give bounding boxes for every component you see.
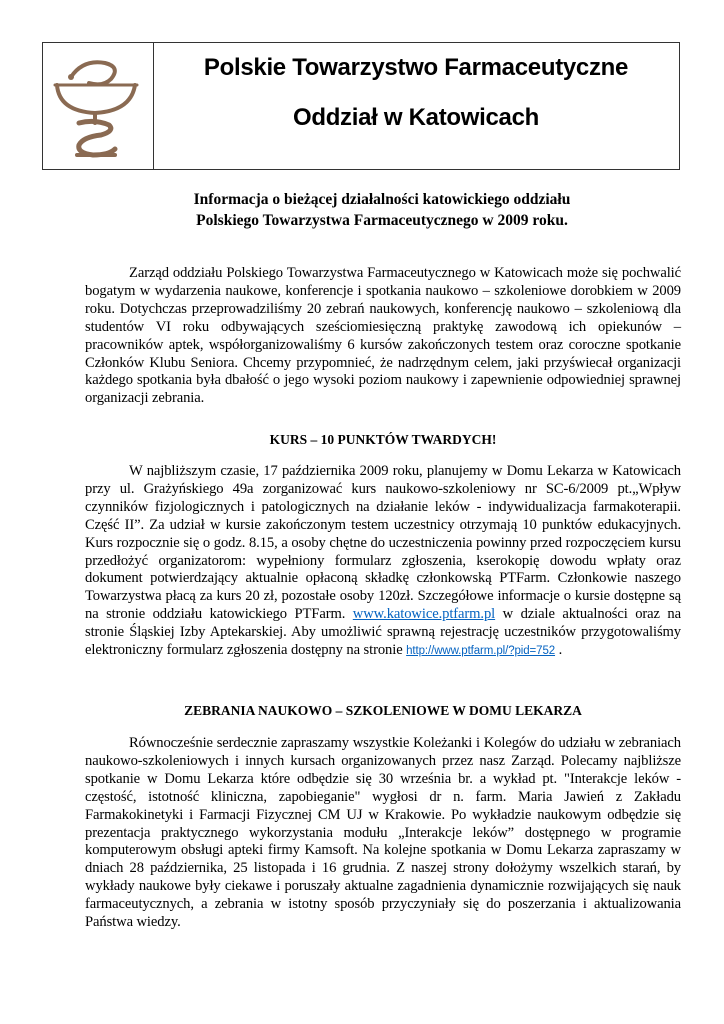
- kurs-heading: KURS – 10 PUNKTÓW TWARDYCH!: [269, 432, 497, 447]
- document-title: [90, 189, 674, 231]
- kurs-text-end: .: [555, 642, 563, 659]
- registration-form-link[interactable]: http://www.ptfarm.pl/?pid=752: [406, 645, 556, 658]
- branch-name: Oddział w Katowicach: [292, 104, 540, 131]
- logo-cell: [43, 43, 154, 169]
- bowl-of-hygieia-icon: [49, 49, 147, 163]
- intro-text: Zarząd oddziału Polskiego Towarzystwa Farmaceutycznego w Katowicach może się pochwalić bogatym w wydarzenia naukowe, konferencje i spotkania naukowo – szkoleniowe dorobkiem w 2009 roku. Dotychczas przeprowadziliśmy 20 zebrań naukowych, konferencję naukowo – szkoleniową dla studentów VI roku odbywających sześciomiesięczną praktykę zawodową ich opiekunów – pracowników aptek, współorganizowaliśmy 6 kursów zakończonych testem oraz coroczne spotkanie Członków Klubu Seniora. Chcemy przypomnieć, że nadrzędnym celem, jaki przyświecał organizacji każdego spotkania była dbałość o jego wysoki poziom naukowy i zapewnienie odpowiedniej sprawnej organizacji zebrania.: [85, 265, 681, 407]
- zebrania-text: Równocześnie serdecznie zapraszamy wszystkie Koleżanki i Kolegów do udziału w zebraniach naukowo-szkoleniowych i innych kursach organizowanych przez nasz Zarząd. Polecamy najbliższe spotkanie w Domu Lekarza które odbędzie się 30 września br. a wykład pt. "Interakcje leków - częstość, istotność kliniczna, zapobieganie" wygłosi dr n. farm. Maria Jawień z Zakładu Farmakokinetyki i Farmacji Fizycznej CM UJ w Krakowie. Po wykładzie naukowym odbędzie się prezentacja praktycznego wykorzystania modułu „Interakcje leków” dostępnego w programie komputerowym obsługi apteki firmy Kamsoft. Na kolejne spotkania w Domu Lekarza zapraszamy w dniach 28 października, 25 listopada i 16 grudnia. Z naszej strony dołożymy wszelkich starań, by wykłady naukowe były ciekawe i poruszały aktualne zagadnienia dynamicznie rozwijających się nauk farmaceutycznych, a zebrania w istotny sposób przyczyniały się do poszerzania i aktualizowania Państwa wiedzy.: [85, 735, 681, 931]
- document-title-line-1: Informacja o bieżącej działalności katowickiego oddziału: [193, 191, 571, 208]
- letterhead: [42, 42, 680, 170]
- kurs-text: W najbliższym czasie, 17 października 2009 roku, planujemy w Domu Lekarza w Katowicach przy ul. Grażyńskiego 49a zorganizować kurs naukowo-szkoleniowy nr SC-6/2009 pt.„Wpływ czynników fizjologicznych i patologicznych na działanie leków - indywidualizacja farmakoterapii. Część II”. Za udział w kursie zakończonym testem uczestnicy otrzymają 10 punktów edukacyjnych. Kurs rozpocznie się o godz. 8.15, a osoby chętne do uczestniczenia powinny przed rozpoczęciem kursu przedłożyć organizatorom: wypełniony formularz zgłoszenia, kserokopię dowodu wpłaty oraz dokument potwierdzający aktualnie opłaconą składkę członkowską PTFarm. Członkowie naszego Towarzystwa płacą za kurs 20 zł, pozostałe osoby 120zł. Szczegółowe informacje o kursie dostępne są na stronie oddziału katowickiego PTFarm.: [85, 463, 681, 623]
- katowice-ptfarm-link[interactable]: www.katowice.ptfarm.pl: [352, 606, 496, 623]
- zebrania-paragraph: [85, 735, 681, 932]
- document-title-line-2: Polskiego Towarzystwa Farmaceutycznego w 2009 roku.: [196, 212, 568, 229]
- zebrania-heading: ZEBRANIA NAUKOWO – SZKOLENIOWE W DOMU LEKARZA: [184, 703, 582, 718]
- kurs-text-middle: w dziale aktualności oraz na stronie Śląskiej Izby Aptekarskiej. Aby umożliwić sprawną rejestrację uczestników przygotowaliśmy elektroniczny formularz zgłoszenia dostępny na stronie: [85, 606, 681, 659]
- intro-paragraph: [85, 265, 681, 408]
- org-name: Polskie Towarzystwo Farmaceutyczne: [203, 54, 629, 81]
- kurs-paragraph: [85, 463, 681, 661]
